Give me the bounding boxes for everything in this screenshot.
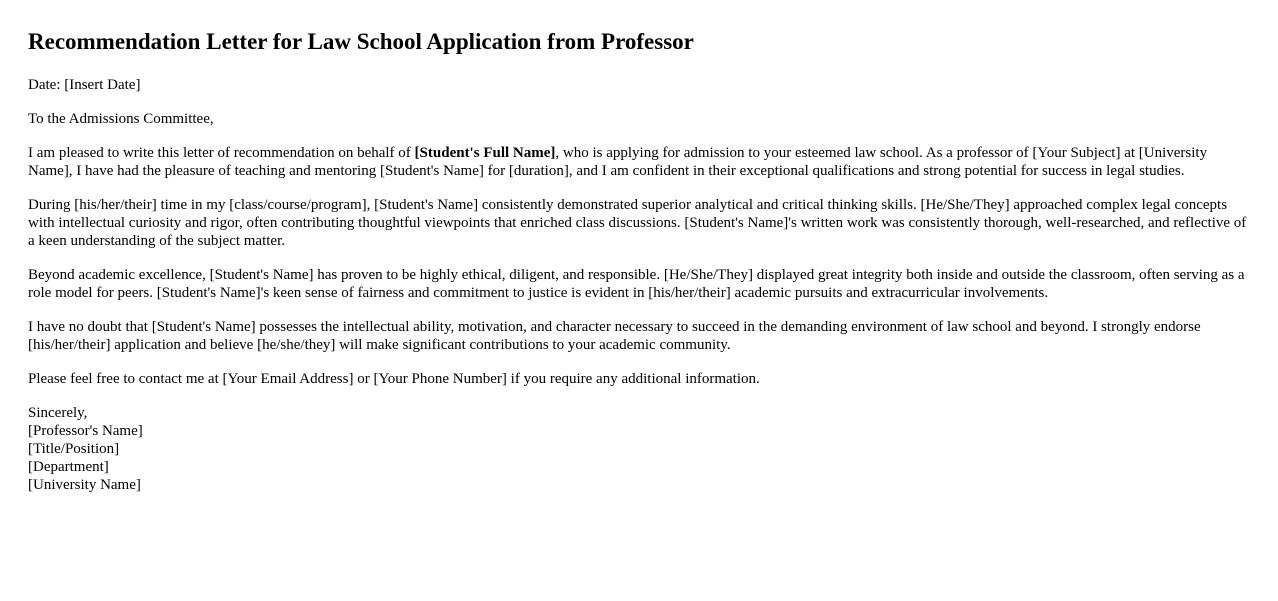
student-full-name: [Student's Full Name]: [414, 145, 556, 161]
signature-department: [Department]: [28, 459, 109, 475]
signature-university: [University Name]: [28, 477, 141, 493]
signature-name: [Professor's Name]: [28, 423, 143, 439]
paragraph-character: Beyond academic excellence, [Student's Name] has proven to be highly ethical, diligent, and responsible. [He/She/They] displayed great integrity both inside and outside the classroom, often serving as a role model for peers. [Student's Name]'s keen sense of fairness and commitment to justice is evident in [his/her/their] academic pursuits and extracurricular involvements.: [28, 267, 1245, 301]
paragraph-intro: [28, 144, 1250, 180]
date-line: Date: [Insert Date]: [28, 77, 141, 93]
salutation: To the Admissions Committee,: [28, 111, 214, 127]
signature-title: [Title/Position]: [28, 441, 120, 457]
signature-closing: Sincerely,: [28, 405, 88, 421]
signature-block: [28, 404, 1250, 494]
paragraph-intro-before: I am pleased to write this letter of recommendation on behalf of: [28, 145, 415, 161]
paragraph-contact: Please feel free to contact me at [Your Email Address] or [Your Phone Number] if you require any additional information.: [28, 371, 760, 387]
paragraph-intro-after: , who is applying for admission to your esteemed law school. As a professor of [Your Subject] at [University Name], I have had the pleasure of teaching and mentoring [Student's Name] for [duration], and I am confident in their exceptional qualifications and strong potential for success in legal studies.: [28, 145, 1208, 179]
paragraph-endorsement: I have no doubt that [Student's Name] possesses the intellectual ability, motivation, and character necessary to succeed in the demanding environment of law school and beyond. I strongly endorse [his/her/their] application and believe [he/she/they] will make significant contributions to your academic community.: [28, 319, 1201, 353]
page-title: Recommendation Letter for Law School Application from Professor: [28, 29, 694, 54]
paragraph-academic: During [his/her/their] time in my [class/course/program], [Student's Name] consistently demonstrated superior analytical and critical thinking skills. [He/She/They] approached complex legal concepts with intellectual curiosity and rigor, often contributing thoughtful viewpoints that enriched class discussions. [Student's Name]'s written work was consistently thorough, well-researched, and reflective of a keen understanding of the subject matter.: [28, 197, 1247, 249]
